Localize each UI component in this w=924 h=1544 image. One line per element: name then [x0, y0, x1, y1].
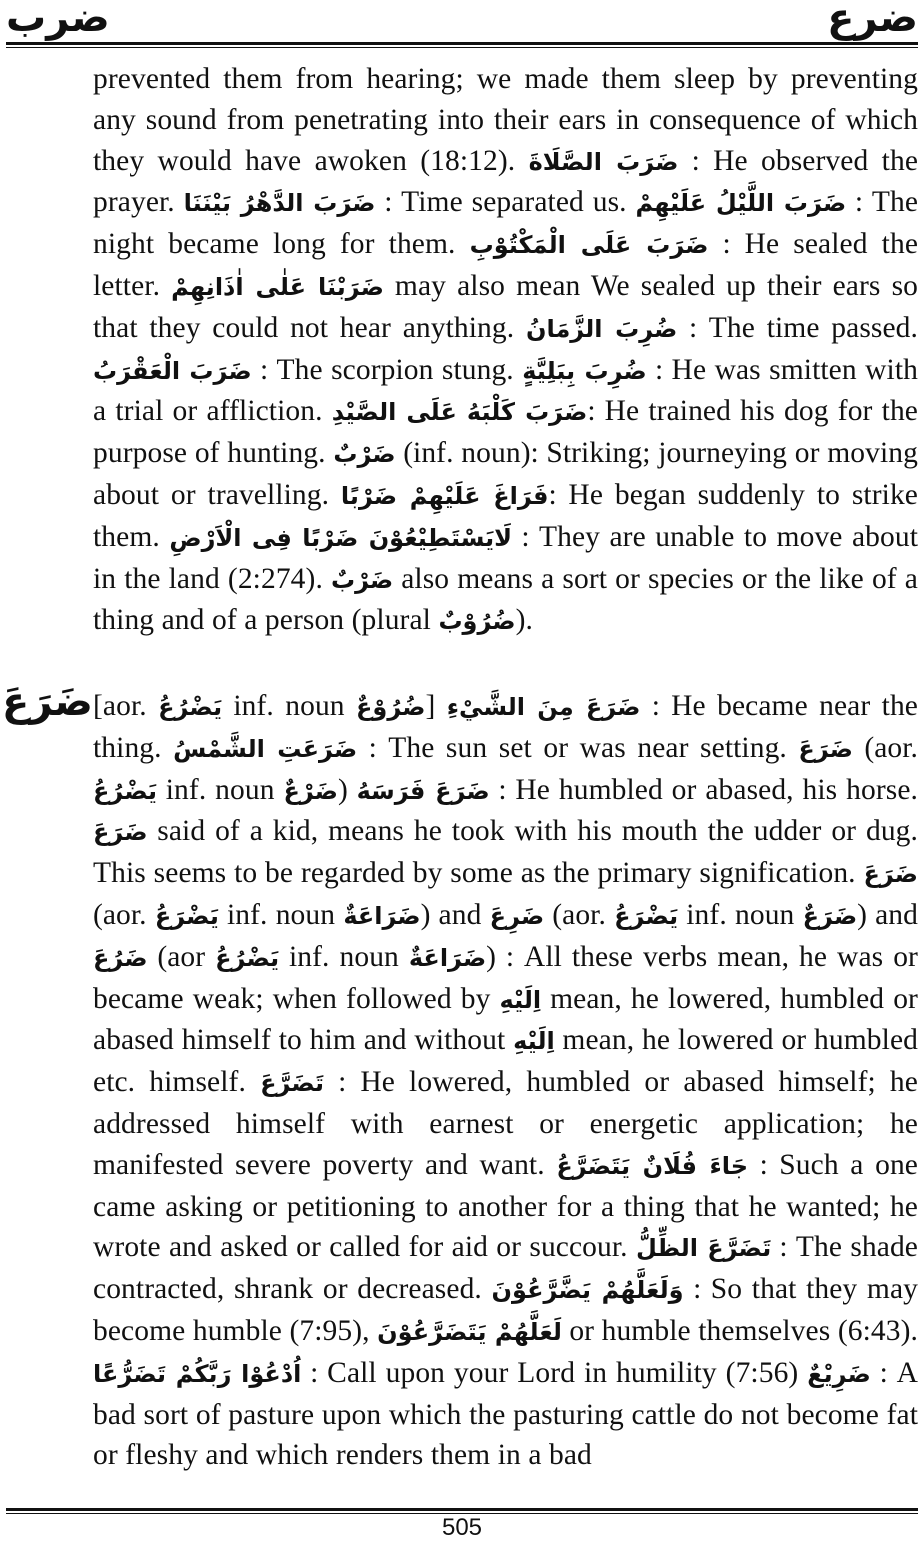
arabic-phrase: ضَرَعَ فَرَسَهُ [356, 776, 490, 805]
arabic-phrase: ضَرَبَ اللَّيْلُ عَلَيْهِمْ [635, 189, 847, 218]
text-run: : He trained his dog for the purpose of hunting. [93, 395, 918, 470]
text-run: mean, he lowered, humbled or abased himself to him and without [93, 982, 918, 1057]
arabic-phrase: يَضْرُعُ [93, 776, 157, 805]
text-run: : The time passed. [677, 311, 918, 344]
arabic-phrase: يَضْرَعُ [614, 901, 679, 930]
text-run: ) : All these verbs mean, he was or became weak; when followed by [93, 940, 918, 1015]
header-rule-thin [6, 47, 918, 48]
arabic-phrase: اِلَيْهِ [513, 1027, 555, 1056]
text-run: : The night became long for them. [93, 186, 919, 261]
text-run: (inf. noun): Striking; journeying or moving about or travelling. [93, 437, 918, 511]
text-run: (aor. [852, 731, 919, 764]
arabic-phrase: ضَرَبَ الدَّهْرُ بَيْنَنَا [183, 189, 376, 218]
text-run: (aor [147, 940, 216, 973]
arabic-phrase: ضَرَعَ [93, 818, 148, 847]
text-run: : The scorpion stung. [251, 353, 523, 386]
arabic-phrase: ضَرَعٌ [802, 901, 858, 930]
text-run: ). [515, 604, 533, 637]
arabic-phrase: ضَرَبَ كَلْبَهُ عَلَى الصَّيْدِ [331, 398, 588, 427]
text-run: inf. noun [156, 773, 284, 806]
text-run: prevented them from hearing; we made them sleep by preventing any sound from penetrating into their ears in consequence of which they would have awoken (18:12). [93, 63, 918, 177]
paragraph-continuation [93, 59, 918, 642]
text-run: inf. noun [222, 690, 357, 722]
arabic-phrase: ضَرَعَ [863, 860, 918, 889]
arabic-phrase: يَضْرُعُ [158, 693, 223, 721]
arabic-phrase: ضُرُوْبٌ [438, 607, 516, 636]
text-run: : He began suddenly to strike them. [93, 478, 918, 553]
arabic-phrase: ضَرْبٌ [333, 440, 396, 469]
text-run: ) and [857, 898, 918, 931]
text-run: ] [425, 690, 447, 722]
arabic-phrase: ضَرَبَ الْعَقْرَبُ [93, 356, 252, 385]
arabic-phrase: اِلَيْهِ [499, 985, 542, 1014]
text-run: (aor. [544, 898, 615, 931]
text-run: (aor. [93, 898, 155, 931]
arabic-phrase: ضَرَاعَةٌ [343, 901, 421, 930]
text-run: : He became near the thing. [93, 690, 919, 764]
entry-body [93, 686, 918, 1476]
text-run: inf. noun [678, 898, 803, 931]
text-run: : A bad sort of pasture upon which the pasturing cattle do not become fat or fleshy and which renders them in a bad [93, 1356, 918, 1472]
arabic-phrase: ضُرُوْعٌ [356, 693, 426, 721]
text-run: : He lowered, humbled or abased himself; he addressed himself with earnest or energetic application; he manifested severe poverty and want. [93, 1066, 918, 1181]
header-left-word: ضرب [6, 0, 110, 41]
arabic-phrase: ضَرْبٌ [331, 565, 394, 594]
text-run: : Time separated us. [375, 186, 636, 219]
arabic-phrase: ضَرَبَ عَلَى الْمَكْتُوْبِ [469, 231, 709, 260]
text-run: or humble themselves (6:43). [561, 1314, 918, 1347]
arabic-phrase: ضَرُعَ [93, 943, 148, 972]
text-run: may also mean We sealed up their ears so that they could not hear anything. [93, 269, 918, 344]
arabic-phrase: ضَرَعَ مِنَ الشَّيْءِ [446, 693, 641, 721]
arabic-phrase: ضُرِبَ بِبَلِيَّةٍ [522, 356, 647, 385]
text-run: : Call upon your Lord in humility (7:56) [301, 1356, 808, 1389]
arabic-phrase: ضَرِعَ [489, 901, 545, 930]
header-rule [6, 42, 918, 45]
arabic-phrase: اُدْعُوْا رَبَّكُمْ تَضَرُّعًا [93, 1359, 302, 1388]
arabic-phrase: وَلَعَلَّهُمْ يَضَّرَّعُوْنَ [491, 1276, 684, 1305]
text-run: : He observed the prayer. [93, 144, 919, 219]
arabic-phrase: ضُرِبَ الزَّمَانُ [525, 314, 678, 343]
text-run: : The shade contracted, shrank or decreased. [93, 1231, 918, 1306]
text-run: : They are unable to move about in the land (2:274). [93, 520, 918, 595]
text-run: inf. noun [218, 898, 344, 931]
arabic-phrase: تَضَرَّعَ الظِّلُّ [635, 1234, 772, 1263]
paragraph-text [93, 686, 918, 1476]
paragraph-text [93, 59, 918, 642]
arabic-phrase: لَعَلَّهُمْ يَتَضَرَّعُوْنَ [377, 1317, 562, 1346]
text-run: : He was smitten with a trial or affliction. [93, 353, 918, 428]
text-run: ) and [420, 898, 490, 931]
header-right-word: ضرع [827, 0, 918, 41]
arabic-phrase: تَضَرَّعَ [260, 1069, 325, 1098]
text-run: : The sun set or was near setting. [357, 731, 799, 764]
arabic-phrase: لَايَسْتَطِيْعُوْنَ ضَرْبًا فِى الْاَرْضِ [169, 523, 513, 552]
text-run: mean, he lowered or humbled etc. himself. [93, 1024, 918, 1099]
text-run: ) [337, 773, 357, 806]
arabic-phrase: ضَرِيْعٌ [807, 1359, 871, 1388]
arabic-phrase: ضَرَعَتِ الشَّمْسُ [173, 734, 358, 763]
text-run: inf. noun [279, 940, 409, 973]
text-run: said of a kid, means he took with his mouth the udder or dug. This seems to be regarded by some as the primary signification. [93, 815, 918, 890]
footer-rule [6, 1508, 918, 1511]
arabic-phrase: ضَرْعٌ [283, 776, 338, 805]
arabic-phrase: ضَرَبَ الصَّلَاةَ [528, 147, 679, 176]
arabic-phrase: يَضْرُعُ [215, 943, 280, 972]
arabic-phrase: فَرَاغَ عَلَيْهِمْ ضَرْبًا [340, 481, 549, 510]
arabic-phrase: ضَرَبْنَا عَلٰى اٰذَانِهِمْ [171, 272, 384, 301]
page-number: 505 [441, 1514, 483, 1541]
text-run: [aor. [93, 690, 159, 722]
text-run: also means a sort or species or the like of a thing and of a person (plural [93, 562, 918, 637]
text-run: : He humbled or abased, his horse. [489, 773, 919, 806]
arabic-phrase: يَضْرَعُ [154, 901, 219, 930]
text-run: : So that they may become humble (7:95), [93, 1273, 918, 1347]
text-run: : Such a one came asking or petitioning to another for a thing that he wanted; he wrote and asked or called for aid or succour. [93, 1148, 918, 1264]
arabic-phrase: ضَرَاعَةٌ [408, 943, 487, 972]
entry-headword: ضَرَعَ [2, 679, 93, 725]
arabic-phrase: جَاءَ فُلَانٌ يَتَضَرَّعُ [556, 1151, 749, 1180]
text-run: : He sealed the letter. [93, 228, 919, 302]
arabic-phrase: ضَرَعَ [798, 734, 853, 763]
